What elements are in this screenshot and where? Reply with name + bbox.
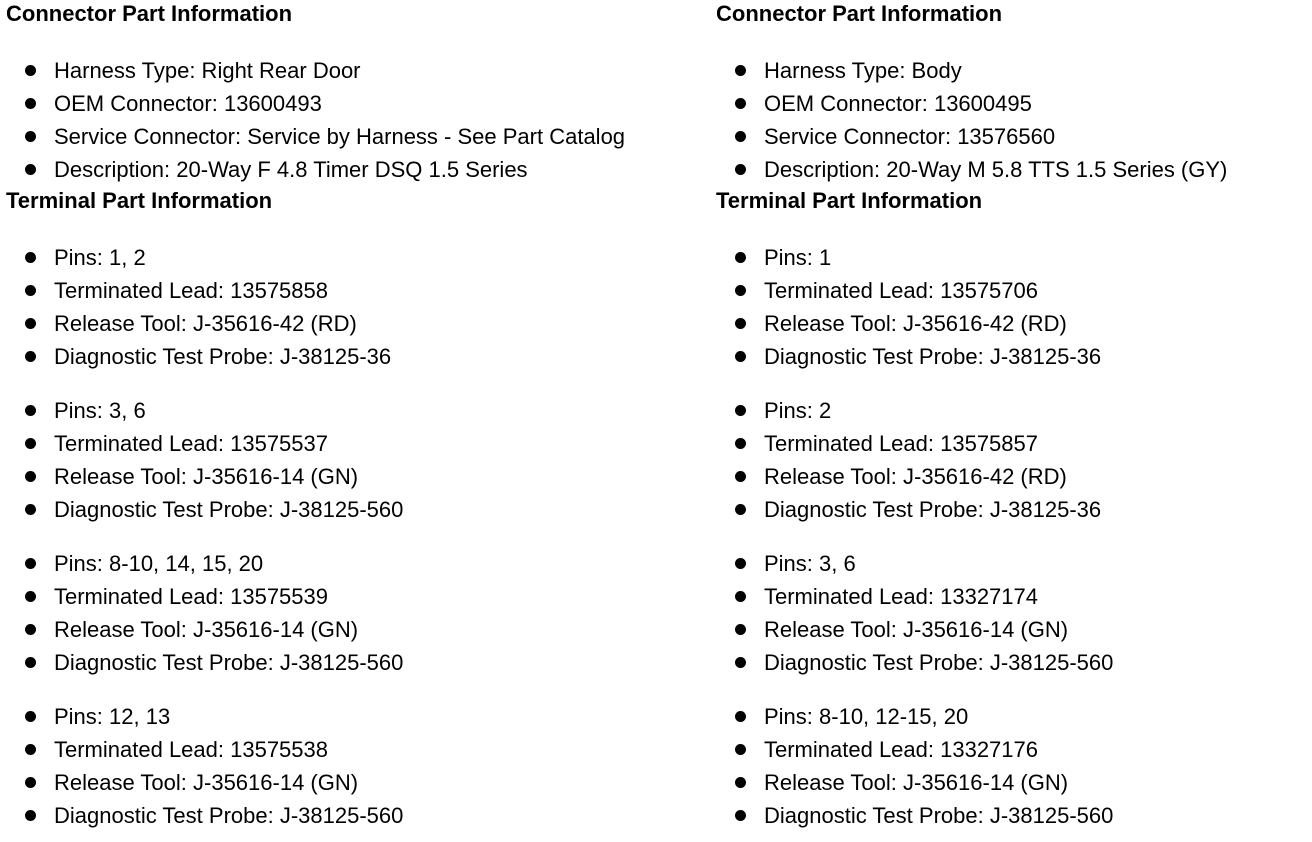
pins: Pins: 2 xyxy=(716,394,1312,427)
terminal-group xyxy=(6,547,646,679)
right-connector-column xyxy=(716,0,1312,832)
pins: Pins: 8-10, 14, 15, 20 xyxy=(6,547,646,580)
terminal-part-heading: Terminal Part Information xyxy=(6,188,273,213)
terminated-lead: Terminated Lead: 13575537 xyxy=(6,427,646,460)
release-tool: Release Tool: J-35616-14 (GN) xyxy=(6,460,646,493)
release-tool: Release Tool: J-35616-14 (GN) xyxy=(716,613,1312,646)
release-tool: Release Tool: J-35616-14 (GN) xyxy=(6,766,646,799)
diagnostic-test-probe: Diagnostic Test Probe: J-38125-560 xyxy=(716,799,1312,832)
harness-type: Harness Type: Body xyxy=(716,54,1312,87)
release-tool: Release Tool: J-35616-14 (GN) xyxy=(6,613,646,646)
diagnostic-test-probe: Diagnostic Test Probe: J-38125-560 xyxy=(6,799,646,832)
terminal-part-heading: Terminal Part Information xyxy=(716,188,983,213)
connector-info-list xyxy=(716,54,1312,186)
terminated-lead: Terminated Lead: 13575706 xyxy=(716,274,1312,307)
connector-description: Description: 20-Way M 5.8 TTS 1.5 Series (GY) xyxy=(716,153,1312,186)
service-connector: Service Connector: 13576560 xyxy=(716,120,1312,153)
diagnostic-test-probe: Diagnostic Test Probe: J-38125-560 xyxy=(6,646,646,679)
terminal-group xyxy=(6,241,646,373)
terminal-group xyxy=(716,394,1312,526)
terminal-group xyxy=(6,394,646,526)
terminal-group xyxy=(716,700,1312,832)
diagnostic-test-probe: Diagnostic Test Probe: J-38125-36 xyxy=(716,493,1312,526)
terminal-group xyxy=(6,700,646,832)
connector-description: Description: 20-Way F 4.8 Timer DSQ 1.5 Series xyxy=(6,153,646,186)
left-connector-column xyxy=(6,0,646,832)
terminated-lead: Terminated Lead: 13327174 xyxy=(716,580,1312,613)
terminated-lead: Terminated Lead: 13575858 xyxy=(6,274,646,307)
pins: Pins: 3, 6 xyxy=(6,394,646,427)
connector-info-list xyxy=(6,54,646,186)
pins: Pins: 12, 13 xyxy=(6,700,646,733)
terminated-lead: Terminated Lead: 13575857 xyxy=(716,427,1312,460)
terminated-lead: Terminated Lead: 13327176 xyxy=(716,733,1312,766)
connector-part-heading: Connector Part Information xyxy=(6,1,293,26)
pins: Pins: 3, 6 xyxy=(716,547,1312,580)
release-tool: Release Tool: J-35616-42 (RD) xyxy=(6,307,646,340)
service-connector: Service Connector: Service by Harness - See Part Catalog xyxy=(6,120,646,153)
release-tool: Release Tool: J-35616-14 (GN) xyxy=(716,766,1312,799)
connector-part-heading: Connector Part Information xyxy=(716,1,1003,26)
release-tool: Release Tool: J-35616-42 (RD) xyxy=(716,460,1312,493)
terminated-lead: Terminated Lead: 13575539 xyxy=(6,580,646,613)
terminal-group xyxy=(716,241,1312,373)
terminated-lead: Terminated Lead: 13575538 xyxy=(6,733,646,766)
diagnostic-test-probe: Diagnostic Test Probe: J-38125-36 xyxy=(6,340,646,373)
diagnostic-test-probe: Diagnostic Test Probe: J-38125-560 xyxy=(716,646,1312,679)
pins: Pins: 1, 2 xyxy=(6,241,646,274)
pins: Pins: 8-10, 12-15, 20 xyxy=(716,700,1312,733)
terminal-group xyxy=(716,547,1312,679)
pins: Pins: 1 xyxy=(716,241,1312,274)
diagnostic-test-probe: Diagnostic Test Probe: J-38125-36 xyxy=(716,340,1312,373)
release-tool: Release Tool: J-35616-42 (RD) xyxy=(716,307,1312,340)
oem-connector: OEM Connector: 13600495 xyxy=(716,87,1312,120)
diagnostic-test-probe: Diagnostic Test Probe: J-38125-560 xyxy=(6,493,646,526)
harness-type: Harness Type: Right Rear Door xyxy=(6,54,646,87)
oem-connector: OEM Connector: 13600493 xyxy=(6,87,646,120)
